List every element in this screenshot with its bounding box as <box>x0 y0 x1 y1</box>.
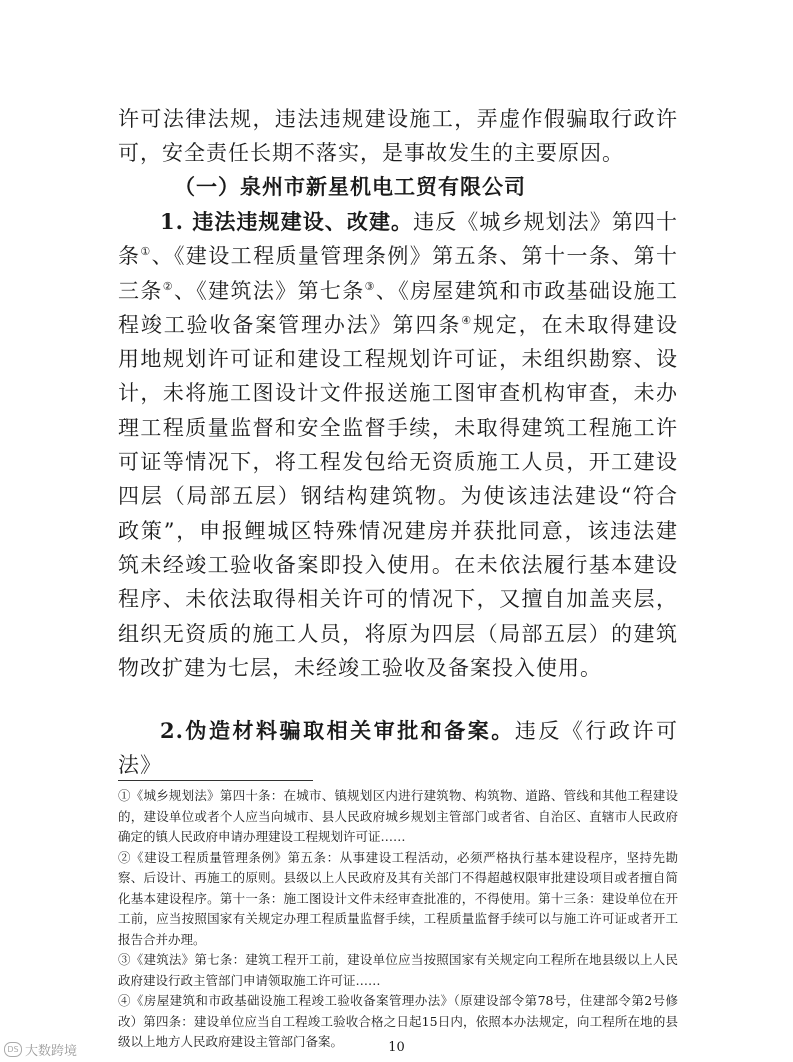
footnote-divider <box>118 780 313 781</box>
watermark-logo-icon: DS <box>4 1042 22 1057</box>
page-number: 10 <box>388 1040 405 1055</box>
footnote-1: ①《城乡规划法》第四十条：在城市、镇规划区内进行建筑物、构筑物、道路、管线和其他工程建设的，建设单位或者个人应当向城市、县人民政府城乡规划主管部门或者省、自治区、直辖市人民政府确定的镇人民政府申请办理建设工程规划许可证…… <box>118 788 678 844</box>
paragraph-lead: 1. 违法违规建设、改建。 <box>160 209 414 234</box>
footnote-3: ③《建筑法》第七条：建筑工程开工前，建设单位应当按照国家有关规定向工程所在地县级以上人民政府建设行政主管部门申请领取施工许可证…… <box>118 952 678 988</box>
section-heading: （一）泉州市新星机电工贸有限公司 <box>174 174 526 199</box>
watermark-text: 大数跨境 <box>25 1044 78 1059</box>
footnote-ref-3[interactable]: ③ <box>364 279 376 293</box>
paragraph-text: 违反《行政许可法》 <box>118 719 679 778</box>
paragraph-text: 、《房屋建筑和市政基础设施工程竣工验收备案管理办法》第四条 <box>118 278 678 337</box>
paragraph-lead: 2.伪造材料骗取相关审批和备案。 <box>160 718 515 743</box>
paragraph-text: 、《建筑法》第七条 <box>173 278 365 303</box>
footnote-ref-4[interactable]: ④ <box>461 313 473 327</box>
paragraph-text: 违反《城乡规划法》第四十条 <box>118 210 679 269</box>
paragraph-intro: 许可法律法规，违法违规建设施工，弄虚作假骗取行政许可，安全责任长期不落实，是事故发生的主要原因。 <box>118 107 678 166</box>
paragraph-text: 规定，在未取得建设用地规划许可证和建设工程规划许可证，未组织勘察、设计，未将施工图设计文件报送施工图审查机构审查，未办理工程质量监督和安全监督手续，未取得建筑工程施工许可证等情况下，将工程发包给无资质施工人员，开工建设四层（局部五层）钢结构建筑物。为使该违法建设“符合政策”，申报鲤城区特殊情况建房并获批同意，该违法建筑未经竣工验收备案即投入使用。在未依法履行基本建设程序、未依法取得相关许可的情况下，又擅自加盖夹层，组织无资质的施工人员，将原为四层（局部五层）的建筑物改扩建为七层，未经竣工验收及备案投入使用。 <box>118 312 678 680</box>
footnote-4: ④《房屋建筑和市政基础设施工程竣工验收备案管理办法》（原建设部令第78号，住建部令第2号修改）第四条：建设单位应当自工程竣工验收合格之日起15日内，依照本办法规定，向工程所在地的县级以上地方人民政府建设主管部门备案。 <box>118 993 678 1049</box>
footnotes <box>118 786 678 1053</box>
paragraph-violation-1 <box>118 205 678 685</box>
paragraph-text: 、《建设工程质量管理条例》第五条、第十一条、第十三条 <box>118 244 678 303</box>
paragraph-violation-2 <box>118 714 678 783</box>
footnote-2: ②《建设工程质量管理条例》第五条：从事建设工程活动，必须严格执行基本建设程序，坚持先勘察、后设计、再施工的原则。县级以上人民政府及其有关部门不得超越权限审批建设项目或者擅自简化基本建设程序。第十一条：施工图设计文件未经审查批准的，不得使用。第十三条：建设单位在开工前，应当按照国家有关规定办理工程质量监督手续，工程质量监督手续可以与施工许可证或者开工报告合并办理。 <box>118 849 678 947</box>
footnote-ref-2[interactable]: ② <box>162 279 174 293</box>
footnote-ref-1[interactable]: ① <box>140 245 152 259</box>
